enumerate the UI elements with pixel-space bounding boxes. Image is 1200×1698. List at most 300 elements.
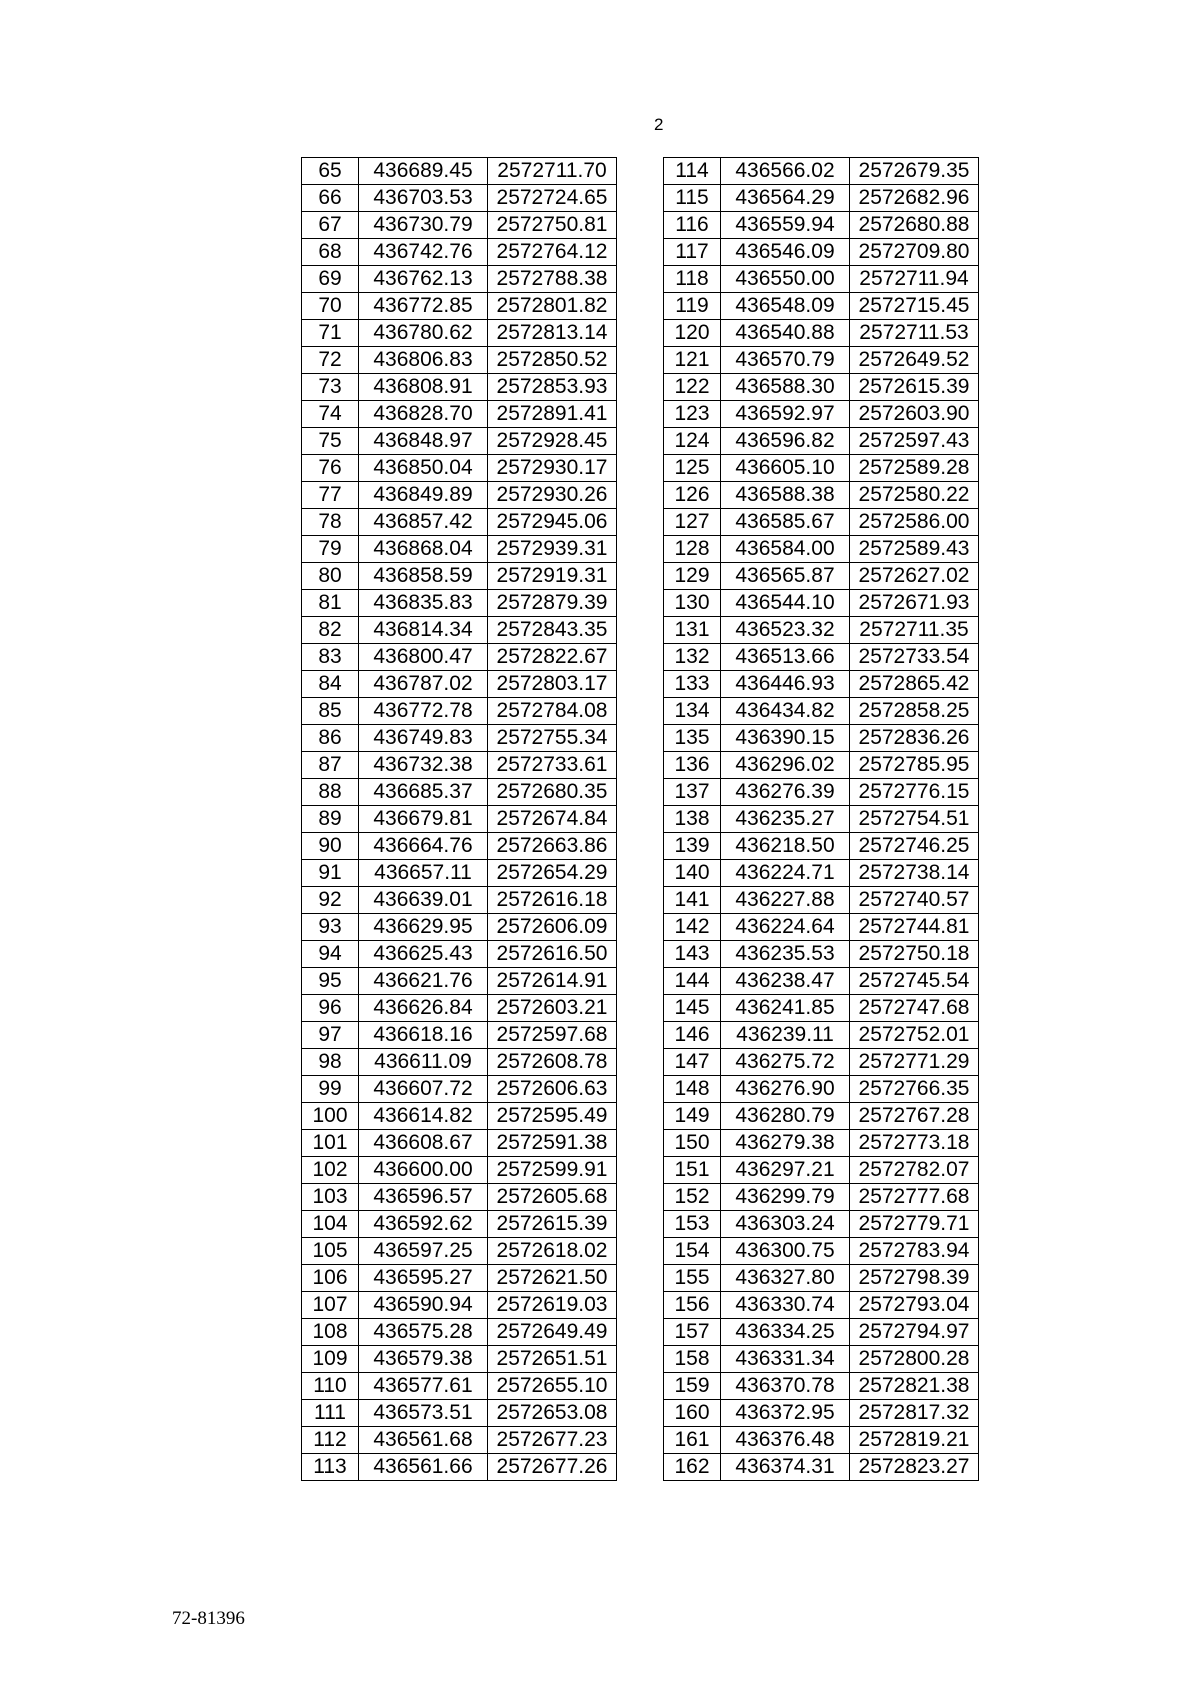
y-coordinate-cell: 2572836.26	[850, 725, 979, 752]
y-coordinate-cell: 2572614.91	[488, 968, 617, 995]
coordinate-table-right	[663, 157, 979, 1481]
point-number-cell: 77	[302, 482, 359, 509]
table-row	[664, 671, 979, 698]
table-row	[302, 671, 617, 698]
y-coordinate-cell: 2572586.00	[850, 509, 979, 536]
table-row	[302, 968, 617, 995]
x-coordinate-cell: 436625.43	[359, 941, 488, 968]
table-row	[664, 563, 979, 590]
y-coordinate-cell: 2572627.02	[850, 563, 979, 590]
y-coordinate-cell: 2572785.95	[850, 752, 979, 779]
x-coordinate-cell: 436300.75	[721, 1238, 850, 1265]
y-coordinate-cell: 2572817.32	[850, 1400, 979, 1427]
point-number-cell: 65	[302, 158, 359, 185]
point-number-cell: 98	[302, 1049, 359, 1076]
table-row	[302, 509, 617, 536]
table-row	[302, 320, 617, 347]
x-coordinate-cell: 436276.90	[721, 1076, 850, 1103]
table-row	[302, 239, 617, 266]
table-row	[664, 1130, 979, 1157]
table-row	[664, 968, 979, 995]
table-row	[664, 1211, 979, 1238]
x-coordinate-cell: 436579.38	[359, 1346, 488, 1373]
point-number-cell: 151	[664, 1157, 721, 1184]
point-number-cell: 123	[664, 401, 721, 428]
point-number-cell: 76	[302, 455, 359, 482]
x-coordinate-cell: 436780.62	[359, 320, 488, 347]
point-number-cell: 86	[302, 725, 359, 752]
y-coordinate-cell: 2572651.51	[488, 1346, 617, 1373]
table-row	[302, 482, 617, 509]
point-number-cell: 124	[664, 428, 721, 455]
point-number-cell: 109	[302, 1346, 359, 1373]
table-row	[302, 941, 617, 968]
table-row	[302, 833, 617, 860]
y-coordinate-cell: 2572945.06	[488, 509, 617, 536]
point-number-cell: 89	[302, 806, 359, 833]
point-number-cell: 92	[302, 887, 359, 914]
y-coordinate-cell: 2572766.35	[850, 1076, 979, 1103]
point-number-cell: 145	[664, 995, 721, 1022]
page-number: 2	[654, 115, 664, 134]
y-coordinate-cell: 2572891.41	[488, 401, 617, 428]
point-number-cell: 150	[664, 1130, 721, 1157]
table-row	[664, 1346, 979, 1373]
table-row	[302, 1265, 617, 1292]
table-row	[302, 158, 617, 185]
x-coordinate-cell: 436848.97	[359, 428, 488, 455]
point-number-cell: 136	[664, 752, 721, 779]
table-row	[664, 1103, 979, 1130]
point-number-cell: 74	[302, 401, 359, 428]
point-number-cell: 104	[302, 1211, 359, 1238]
y-coordinate-cell: 2572663.86	[488, 833, 617, 860]
table-row	[664, 617, 979, 644]
point-number-cell: 154	[664, 1238, 721, 1265]
point-number-cell: 115	[664, 185, 721, 212]
table-row	[664, 293, 979, 320]
table-row	[664, 1049, 979, 1076]
table-row	[664, 1292, 979, 1319]
point-number-cell: 68	[302, 239, 359, 266]
table-row	[664, 158, 979, 185]
y-coordinate-cell: 2572803.17	[488, 671, 617, 698]
y-coordinate-cell: 2572677.23	[488, 1427, 617, 1454]
point-number-cell: 105	[302, 1238, 359, 1265]
point-number-cell: 108	[302, 1319, 359, 1346]
x-coordinate-cell: 436540.88	[721, 320, 850, 347]
x-coordinate-cell: 436762.13	[359, 266, 488, 293]
table-row	[664, 1022, 979, 1049]
x-coordinate-cell: 436597.25	[359, 1238, 488, 1265]
x-coordinate-cell: 436372.95	[721, 1400, 850, 1427]
x-coordinate-cell: 436629.95	[359, 914, 488, 941]
y-coordinate-cell: 2572755.34	[488, 725, 617, 752]
table-row	[664, 185, 979, 212]
x-coordinate-cell: 436730.79	[359, 212, 488, 239]
point-number-cell: 95	[302, 968, 359, 995]
x-coordinate-cell: 436868.04	[359, 536, 488, 563]
x-coordinate-cell: 436626.84	[359, 995, 488, 1022]
table-row	[664, 752, 979, 779]
x-coordinate-cell: 436577.61	[359, 1373, 488, 1400]
table-row	[302, 1292, 617, 1319]
y-coordinate-cell: 2572599.91	[488, 1157, 617, 1184]
table-row	[302, 1049, 617, 1076]
x-coordinate-cell: 436590.94	[359, 1292, 488, 1319]
y-coordinate-cell: 2572745.54	[850, 968, 979, 995]
x-coordinate-cell: 436218.50	[721, 833, 850, 860]
point-number-cell: 133	[664, 671, 721, 698]
y-coordinate-cell: 2572744.81	[850, 914, 979, 941]
y-coordinate-cell: 2572750.18	[850, 941, 979, 968]
table-row	[664, 509, 979, 536]
x-coordinate-cell: 436808.91	[359, 374, 488, 401]
y-coordinate-cell: 2572819.21	[850, 1427, 979, 1454]
point-number-cell: 79	[302, 536, 359, 563]
table-row	[664, 725, 979, 752]
y-coordinate-cell: 2572783.94	[850, 1238, 979, 1265]
x-coordinate-cell: 436611.09	[359, 1049, 488, 1076]
point-number-cell: 84	[302, 671, 359, 698]
point-number-cell: 67	[302, 212, 359, 239]
point-number-cell: 118	[664, 266, 721, 293]
x-coordinate-cell: 436566.02	[721, 158, 850, 185]
y-coordinate-cell: 2572773.18	[850, 1130, 979, 1157]
point-number-cell: 155	[664, 1265, 721, 1292]
y-coordinate-cell: 2572589.28	[850, 455, 979, 482]
y-coordinate-cell: 2572680.88	[850, 212, 979, 239]
point-number-cell: 122	[664, 374, 721, 401]
point-number-cell: 85	[302, 698, 359, 725]
y-coordinate-cell: 2572919.31	[488, 563, 617, 590]
table-row	[302, 1130, 617, 1157]
y-coordinate-cell: 2572589.43	[850, 536, 979, 563]
point-number-cell: 114	[664, 158, 721, 185]
point-number-cell: 100	[302, 1103, 359, 1130]
table-row	[664, 239, 979, 266]
y-coordinate-cell: 2572654.29	[488, 860, 617, 887]
y-coordinate-cell: 2572738.14	[850, 860, 979, 887]
point-number-cell: 99	[302, 1076, 359, 1103]
x-coordinate-cell: 436592.97	[721, 401, 850, 428]
x-coordinate-cell: 436596.82	[721, 428, 850, 455]
point-number-cell: 153	[664, 1211, 721, 1238]
y-coordinate-cell: 2572653.08	[488, 1400, 617, 1427]
point-number-cell: 97	[302, 1022, 359, 1049]
point-number-cell: 90	[302, 833, 359, 860]
y-coordinate-cell: 2572782.07	[850, 1157, 979, 1184]
y-coordinate-cell: 2572843.35	[488, 617, 617, 644]
x-coordinate-cell: 436561.68	[359, 1427, 488, 1454]
y-coordinate-cell: 2572752.01	[850, 1022, 979, 1049]
y-coordinate-cell: 2572711.35	[850, 617, 979, 644]
x-coordinate-cell: 436703.53	[359, 185, 488, 212]
point-number-cell: 83	[302, 644, 359, 671]
point-number-cell: 160	[664, 1400, 721, 1427]
x-coordinate-cell: 436742.76	[359, 239, 488, 266]
table-row	[664, 833, 979, 860]
point-number-cell: 101	[302, 1130, 359, 1157]
point-number-cell: 132	[664, 644, 721, 671]
table-row	[664, 779, 979, 806]
x-coordinate-cell: 436546.09	[721, 239, 850, 266]
point-number-cell: 158	[664, 1346, 721, 1373]
x-coordinate-cell: 436605.10	[721, 455, 850, 482]
x-coordinate-cell: 436279.38	[721, 1130, 850, 1157]
table-row	[664, 941, 979, 968]
point-number-cell: 144	[664, 968, 721, 995]
table-row	[664, 401, 979, 428]
x-coordinate-cell: 436513.66	[721, 644, 850, 671]
table-row	[302, 293, 617, 320]
x-coordinate-cell: 436564.29	[721, 185, 850, 212]
table-row	[302, 1400, 617, 1427]
x-coordinate-cell: 436235.53	[721, 941, 850, 968]
y-coordinate-cell: 2572865.42	[850, 671, 979, 698]
point-number-cell: 69	[302, 266, 359, 293]
x-coordinate-cell: 436732.38	[359, 752, 488, 779]
table-row	[302, 455, 617, 482]
x-coordinate-cell: 436239.11	[721, 1022, 850, 1049]
table-row	[302, 347, 617, 374]
x-coordinate-cell: 436550.00	[721, 266, 850, 293]
point-number-cell: 130	[664, 590, 721, 617]
point-number-cell: 149	[664, 1103, 721, 1130]
table-row	[664, 482, 979, 509]
point-number-cell: 147	[664, 1049, 721, 1076]
y-coordinate-cell: 2572930.26	[488, 482, 617, 509]
table-row	[664, 1238, 979, 1265]
y-coordinate-cell: 2572733.61	[488, 752, 617, 779]
y-coordinate-cell: 2572853.93	[488, 374, 617, 401]
x-coordinate-cell: 436227.88	[721, 887, 850, 914]
point-number-cell: 78	[302, 509, 359, 536]
y-coordinate-cell: 2572595.49	[488, 1103, 617, 1130]
point-number-cell: 73	[302, 374, 359, 401]
table-row	[664, 1076, 979, 1103]
point-number-cell: 87	[302, 752, 359, 779]
x-coordinate-cell: 436608.67	[359, 1130, 488, 1157]
point-number-cell: 106	[302, 1265, 359, 1292]
x-coordinate-cell: 436523.32	[721, 617, 850, 644]
x-coordinate-cell: 436787.02	[359, 671, 488, 698]
y-coordinate-cell: 2572776.15	[850, 779, 979, 806]
point-number-cell: 135	[664, 725, 721, 752]
table-row	[664, 536, 979, 563]
y-coordinate-cell: 2572939.31	[488, 536, 617, 563]
x-coordinate-cell: 436334.25	[721, 1319, 850, 1346]
point-number-cell: 141	[664, 887, 721, 914]
coordinate-table-left	[301, 157, 617, 1481]
y-coordinate-cell: 2572619.03	[488, 1292, 617, 1319]
x-coordinate-cell: 436331.34	[721, 1346, 850, 1373]
x-coordinate-cell: 436573.51	[359, 1400, 488, 1427]
table-row	[302, 752, 617, 779]
table-row	[302, 1346, 617, 1373]
x-coordinate-cell: 436561.66	[359, 1454, 488, 1481]
y-coordinate-cell: 2572823.27	[850, 1454, 979, 1481]
y-coordinate-cell: 2572747.68	[850, 995, 979, 1022]
point-number-cell: 113	[302, 1454, 359, 1481]
table-row	[664, 1319, 979, 1346]
x-coordinate-cell: 436689.45	[359, 158, 488, 185]
x-coordinate-cell: 436224.64	[721, 914, 850, 941]
table-row	[302, 1319, 617, 1346]
x-coordinate-cell: 436595.27	[359, 1265, 488, 1292]
y-coordinate-cell: 2572740.57	[850, 887, 979, 914]
point-number-cell: 148	[664, 1076, 721, 1103]
y-coordinate-cell: 2572794.97	[850, 1319, 979, 1346]
y-coordinate-cell: 2572711.94	[850, 266, 979, 293]
x-coordinate-cell: 436570.79	[721, 347, 850, 374]
table-row	[664, 266, 979, 293]
table-row	[302, 536, 617, 563]
table-row	[664, 860, 979, 887]
point-number-cell: 157	[664, 1319, 721, 1346]
x-coordinate-cell: 436849.89	[359, 482, 488, 509]
point-number-cell: 119	[664, 293, 721, 320]
y-coordinate-cell: 2572777.68	[850, 1184, 979, 1211]
table-row	[664, 1454, 979, 1481]
y-coordinate-cell: 2572679.35	[850, 158, 979, 185]
x-coordinate-cell: 436639.01	[359, 887, 488, 914]
y-coordinate-cell: 2572680.35	[488, 779, 617, 806]
y-coordinate-cell: 2572879.39	[488, 590, 617, 617]
x-coordinate-cell: 436772.85	[359, 293, 488, 320]
point-number-cell: 146	[664, 1022, 721, 1049]
point-number-cell: 159	[664, 1373, 721, 1400]
x-coordinate-cell: 436299.79	[721, 1184, 850, 1211]
y-coordinate-cell: 2572677.26	[488, 1454, 617, 1481]
table-row	[302, 266, 617, 293]
y-coordinate-cell: 2572798.39	[850, 1265, 979, 1292]
y-coordinate-cell: 2572733.54	[850, 644, 979, 671]
table-row	[664, 887, 979, 914]
x-coordinate-cell: 436621.76	[359, 968, 488, 995]
x-coordinate-cell: 436241.85	[721, 995, 850, 1022]
point-number-cell: 111	[302, 1400, 359, 1427]
table-row	[664, 374, 979, 401]
y-coordinate-cell: 2572606.63	[488, 1076, 617, 1103]
y-coordinate-cell: 2572606.09	[488, 914, 617, 941]
y-coordinate-cell: 2572767.28	[850, 1103, 979, 1130]
table-row	[302, 995, 617, 1022]
y-coordinate-cell: 2572771.29	[850, 1049, 979, 1076]
point-number-cell: 126	[664, 482, 721, 509]
x-coordinate-cell: 436588.38	[721, 482, 850, 509]
x-coordinate-cell: 436575.28	[359, 1319, 488, 1346]
y-coordinate-cell: 2572655.10	[488, 1373, 617, 1400]
table-row	[302, 1076, 617, 1103]
table-row	[302, 1238, 617, 1265]
table-row	[664, 644, 979, 671]
table-row	[302, 887, 617, 914]
y-coordinate-cell: 2572616.18	[488, 887, 617, 914]
point-number-cell: 66	[302, 185, 359, 212]
x-coordinate-cell: 436374.31	[721, 1454, 850, 1481]
x-coordinate-cell: 436814.34	[359, 617, 488, 644]
point-number-cell: 102	[302, 1157, 359, 1184]
y-coordinate-cell: 2572616.50	[488, 941, 617, 968]
x-coordinate-cell: 436584.00	[721, 536, 850, 563]
point-number-cell: 139	[664, 833, 721, 860]
point-number-cell: 161	[664, 1427, 721, 1454]
y-coordinate-cell: 2572649.49	[488, 1319, 617, 1346]
x-coordinate-cell: 436679.81	[359, 806, 488, 833]
point-number-cell: 82	[302, 617, 359, 644]
y-coordinate-cell: 2572618.02	[488, 1238, 617, 1265]
table-row	[664, 1265, 979, 1292]
y-coordinate-cell: 2572930.17	[488, 455, 617, 482]
y-coordinate-cell: 2572801.82	[488, 293, 617, 320]
x-coordinate-cell: 436559.94	[721, 212, 850, 239]
table-row	[664, 347, 979, 374]
y-coordinate-cell: 2572813.14	[488, 320, 617, 347]
x-coordinate-cell: 436588.30	[721, 374, 850, 401]
x-coordinate-cell: 436548.09	[721, 293, 850, 320]
point-number-cell: 93	[302, 914, 359, 941]
table-row	[302, 185, 617, 212]
table-row	[302, 1103, 617, 1130]
table-row	[664, 914, 979, 941]
x-coordinate-cell: 436446.93	[721, 671, 850, 698]
y-coordinate-cell: 2572621.50	[488, 1265, 617, 1292]
table-row	[302, 644, 617, 671]
table-row	[302, 1211, 617, 1238]
table-row	[302, 401, 617, 428]
x-coordinate-cell: 436806.83	[359, 347, 488, 374]
x-coordinate-cell: 436434.82	[721, 698, 850, 725]
x-coordinate-cell: 436600.00	[359, 1157, 488, 1184]
point-number-cell: 72	[302, 347, 359, 374]
point-number-cell: 120	[664, 320, 721, 347]
table-row	[302, 779, 617, 806]
x-coordinate-cell: 436850.04	[359, 455, 488, 482]
x-coordinate-cell: 436376.48	[721, 1427, 850, 1454]
point-number-cell: 117	[664, 239, 721, 266]
table-row	[664, 1427, 979, 1454]
y-coordinate-cell: 2572603.90	[850, 401, 979, 428]
point-number-cell: 71	[302, 320, 359, 347]
x-coordinate-cell: 436235.27	[721, 806, 850, 833]
table-row	[302, 860, 617, 887]
x-coordinate-cell: 436297.21	[721, 1157, 850, 1184]
point-number-cell: 162	[664, 1454, 721, 1481]
y-coordinate-cell: 2572709.80	[850, 239, 979, 266]
table-row	[302, 1427, 617, 1454]
x-coordinate-cell: 436858.59	[359, 563, 488, 590]
x-coordinate-cell: 436685.37	[359, 779, 488, 806]
y-coordinate-cell: 2572597.68	[488, 1022, 617, 1049]
table-row	[302, 617, 617, 644]
x-coordinate-cell: 436280.79	[721, 1103, 850, 1130]
x-coordinate-cell: 436618.16	[359, 1022, 488, 1049]
x-coordinate-cell: 436370.78	[721, 1373, 850, 1400]
x-coordinate-cell: 436657.11	[359, 860, 488, 887]
point-number-cell: 143	[664, 941, 721, 968]
table-row	[664, 428, 979, 455]
x-coordinate-cell: 436390.15	[721, 725, 850, 752]
point-number-cell: 127	[664, 509, 721, 536]
table-row	[302, 914, 617, 941]
table-row	[664, 320, 979, 347]
table-row	[302, 806, 617, 833]
y-coordinate-cell: 2572605.68	[488, 1184, 617, 1211]
y-coordinate-cell: 2572784.08	[488, 698, 617, 725]
y-coordinate-cell: 2572615.39	[850, 374, 979, 401]
y-coordinate-cell: 2572591.38	[488, 1130, 617, 1157]
